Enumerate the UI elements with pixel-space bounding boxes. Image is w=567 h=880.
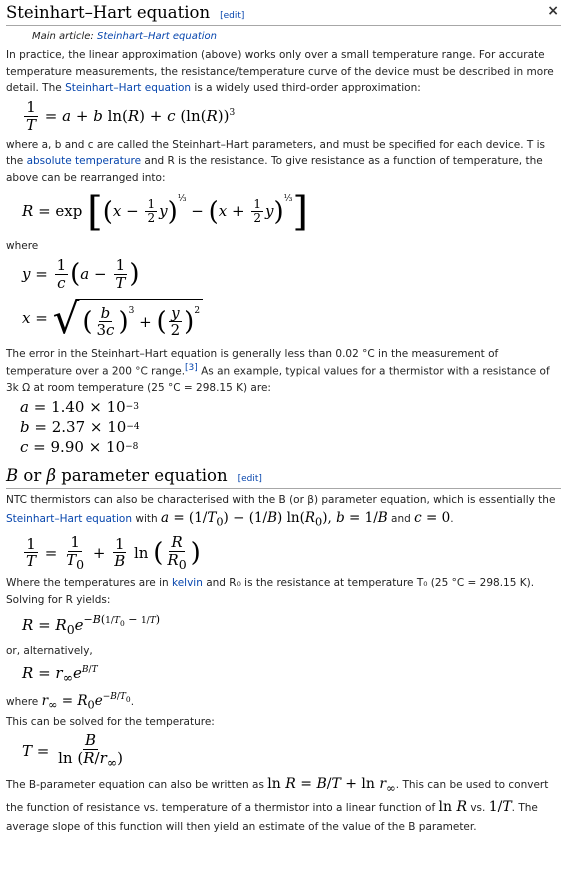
paragraph: where a, b and c are called the Steinhart–Hart parameters, and must be specified for each device. T is the absolute temperature and R is the resistance. To give resistance as a function of temperature, the above can be rearranged into: <box>6 138 546 184</box>
alt-label: or, alternatively, <box>6 645 93 658</box>
paragraph: NTC thermistors can also be characterised with the B (or β) parameter equation, which is essentially the Steinhart–Hart equation with $a = (1/T_0) - (1/B)$ $\ln(R_0)$, b = 1/B and c = 0. <box>6 494 556 529</box>
equation-steinhart-hart: $\frac{1}{T}$ = a + b ln(R) + c $(\ln(R))^3$ <box>26 98 236 134</box>
equation-y: y = $\frac{1}{c}$ ( a − $\frac{1}{T}$ ) <box>22 256 140 292</box>
parameter-values <box>20 398 561 458</box>
equation-t: T = $\frac{B}{\ln (R/r_\infty)}$ <box>22 731 124 770</box>
close-icon[interactable]: × <box>547 3 559 19</box>
kelvin-link[interactable]: kelvin <box>172 577 203 590</box>
hatnote: Main article: Steinhart–Hart equation <box>32 30 217 42</box>
main-article-link[interactable]: Steinhart–Hart equation <box>96 30 217 42</box>
steinhart-hart-link[interactable]: Steinhart–Hart equation <box>6 513 133 526</box>
steinhart-hart-link[interactable]: Steinhart–Hart equation <box>65 81 192 94</box>
paragraph: Where the temperatures are in kelvin and R₀ is the resistance at temperature T₀ (25 °C = 298.15 K). Solving for R yields: <box>6 577 535 606</box>
section-header-b-parameter <box>6 466 561 489</box>
absolute-temperature-link[interactable]: absolute temperature <box>26 155 142 168</box>
equation-resistance: R = exp [ ( x − $\frac{1}{2}$ y ) $^{\frac{1}{3}}$ − ( x + $\frac{1}{2}$ y ) $^{\frac{1}{3}}$ ] <box>22 188 308 235</box>
equation-b-parameter: $\frac{1}{T}$ = $\frac{1}{T_0}$ + $\frac{1}{B}$ ln ( $\frac{R}{R_0}$ ) <box>26 533 201 572</box>
paragraph: In practice, the linear approximation (above) works only over a small temperature range. For accurate temperature measurements, the resistance/temperature curve of the device must be described in more detail. The Steinhart–Hart equation is a widely used third-order approximation: <box>6 49 554 94</box>
paragraph: The B-parameter equation can also be written as $\ln R = B/T + \ln r_\infty$. This can be used to convert the function of resistance vs. temperature of a thermistor into a linear function of ln R vs. 1/T. The average slope of this function will then yield an estimate of the value of the B parameter. <box>6 776 549 833</box>
paragraph: where $r_\infty = R_0e^{-B/T_0}$. <box>6 692 135 712</box>
where-label: where <box>6 239 39 252</box>
paragraph: This can be solved for the temperature: <box>6 715 215 728</box>
section-header-steinhart-hart <box>6 3 561 26</box>
equation-r-solved: $R = R_0e$ $^{-B (1/T_0 - 1/T )}$ <box>22 613 161 637</box>
section-title: Steinhart–Hart equation <box>6 3 211 22</box>
paragraph: The error in the Steinhart–Hart equation is generally less than 0.02 °C in the measurement of temperature over a 200 °C range.[3] As an example, typical values for a thermistor with a resistance of 3k Ω at room temperature (25 °C = 298.15 K) are: <box>6 347 550 394</box>
edit-link[interactable]: [edit] <box>237 474 262 485</box>
equation-x: x = √ ( $\frac{b}{3c}$ ) $^3$ + ( $\frac{y}{2}$ ) $^2$ <box>22 295 561 343</box>
reference-link[interactable]: [3] <box>185 363 198 374</box>
edit-link[interactable]: [edit] <box>220 11 245 21</box>
equation-r-inf: $R = r_\infty e^{B/T}$ <box>22 664 98 686</box>
value-c: c = 9.90 × 10 −8 <box>20 438 139 457</box>
value-b: b = 2.37 × 10 −4 <box>20 418 140 437</box>
section-title: B or β parameter equation <box>6 466 228 486</box>
value-a: a = 1.40 × 10 −3 <box>20 398 139 417</box>
